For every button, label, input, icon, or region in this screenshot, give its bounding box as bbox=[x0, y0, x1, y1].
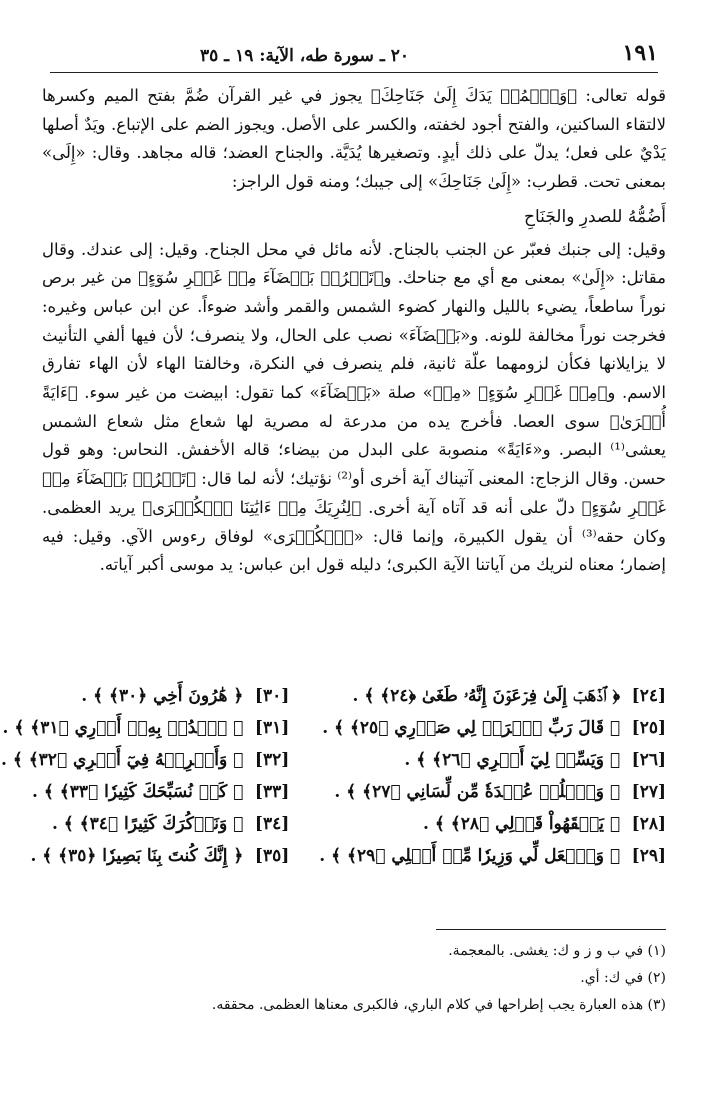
verse-text: ﴿ وَيَسِّرۡ لِيٓ أَمۡرِي ﴿٢٦﴾ ﴾ . bbox=[404, 750, 621, 770]
verse-text: ﴿ وَٱحۡلُلۡ عُقۡدَةٗ مِّن لِّسَانِي ﴿٢٧﴾ ﴾ . bbox=[334, 782, 621, 802]
footnote-2: (٢) في ك: أي. bbox=[580, 970, 666, 986]
verse-number: [٢٤] bbox=[631, 686, 666, 706]
page-number: ١٩١ bbox=[622, 40, 658, 66]
verse-28 bbox=[319, 810, 666, 838]
verse-text: ﴿ وَنَذۡكُرَكَ كَثِيرًا ﴿٣٤﴾ ﴾ . bbox=[51, 814, 244, 834]
footnote-divider bbox=[436, 929, 666, 930]
verse-number: [٣٥] bbox=[254, 846, 290, 866]
verse-26 bbox=[319, 746, 666, 774]
poetry-line: أَضُمُّهُ للصدرِ والجَنَاحِ bbox=[524, 206, 666, 227]
verse-text: ﴿ إِنَّكَ كُنتَ بِنَا بَصِيرٗا ﴿٣٥﴾ ﴾ . bbox=[30, 846, 244, 866]
verse-27 bbox=[319, 778, 666, 806]
verse-number: [٣١] bbox=[254, 718, 290, 738]
paragraph-1: قوله تعالى: ﴿وَٱضۡمُمۡ يَدَكَ إِلَىٰ جَنَاحِكَ﴾ يجوز في غير القرآن ضُمَّ بفتح الميم وكسرها لالتقاء الساكنين، والفتح أجود لخفته، والكسر على الأصل. ويجوز الضم على الإتباع. ويَدٌ أصلها يَدْيٌ على فعل؛ يدلّ على ذلك أيدٍ. وتصغيرها يُدَيَّة. والجناح العضد؛ قاله مجاهد. وقال: «إِلَى» بمعنى تحت. قطرب: «إِلَىٰ جَنَاحِكَ» إلى جيبك؛ ومنه قول الراجز: bbox=[42, 86, 666, 192]
verse-text: ﴿ يَفۡقَهُواْ قَوۡلِي ﴿٢٨﴾ ﴾ . bbox=[423, 814, 621, 834]
verse-text: ﴿ ٱشۡدُدۡ بِهِۦٓ أَزۡرِي ﴿٣١﴾ ﴾ . bbox=[2, 718, 244, 738]
running-title: ٢٠ ـ سورة طه، الآية: ١٩ ـ ٣٥ bbox=[200, 46, 410, 66]
verse-31 bbox=[1, 714, 289, 742]
footnotes bbox=[42, 938, 666, 1019]
verse-text: ﴿ كَيۡ نُسَبِّحَكَ كَثِيرٗا ﴿٣٣﴾ ﴾ . bbox=[32, 782, 244, 802]
verse-number: [٣٤] bbox=[254, 814, 290, 834]
verse-text: ﴿ قَالَ رَبِّ ٱشۡرَحۡ لِي صَدۡرِي ﴿٢٥﴾ ﴾ . bbox=[322, 718, 621, 738]
verse-text: ﴿ هَٰرُونَ أَخِي ﴿٣٠﴾ ﴾ . bbox=[81, 686, 244, 706]
verse-25 bbox=[319, 714, 666, 742]
verse-30 bbox=[1, 682, 289, 710]
verse-number: [٢٦] bbox=[631, 750, 666, 770]
verse-number: [٣٣] bbox=[254, 782, 290, 802]
verse-text: ﴿ وَأَشۡرِكۡهُ فِيٓ أَمۡرِي ﴿٣٢﴾ ﴾ . bbox=[0, 750, 244, 770]
quran-verses bbox=[0, 682, 666, 870]
verse-number: [٣٠] bbox=[254, 686, 290, 706]
verse-29 bbox=[319, 842, 666, 870]
verse-33 bbox=[1, 778, 289, 806]
verse-34 bbox=[1, 810, 289, 838]
verse-number: [٣٢] bbox=[254, 750, 290, 770]
verse-32 bbox=[1, 746, 289, 774]
page-header bbox=[50, 38, 658, 73]
footnote-3: (٣) هذه العبارة يجب إطراحها في كلام الباري، فالكبرى معناها العظمى. محققه. bbox=[211, 997, 666, 1013]
verse-number: [٢٩] bbox=[631, 846, 666, 866]
verse-number: [٢٧] bbox=[631, 782, 666, 802]
paragraph-2: وقيل: إلى جنبك فعبّر عن الجنب بالجناح. لأنه مائل في محل الجناح. وقيل: إلى عندك. وقال مقاتل: «إِلَىٰ» بمعنى مع أي مع جناحك. و﴿تَخۡرُجۡ بَيۡضَآءَ مِنۡ غَيۡرِ سُوٓءٍ﴾ من غير برص نوراً ساطعاً، يضيء بالليل والنهار كضوء الشمس والقمر وأشد ضوءاً. عن ابن عباس وغيره: فخرجت نوراً مخالفة للونه. و«بَيۡضَآءَ» نصب على الحال، ولا ينصرف؛ لأن فيها ألفي التأنيث لا يزايلانها فكأن لزومهما علّة ثانية، فلم ينصرف في النكرة، وخالفتا الهاء لأن الهاء تفارق الاسم. و﴿مِنۡ غَيۡرِ سُوٓءٍ﴾ «مِنۡ» صلة «بَيۡضَآءَ» كما تقول: ابيضت من غير سوء. ﴿ءَايَةً أُخۡرَىٰ﴾ سوى العصا. فأخرج يده من مدرعة له مصرية لها شعاع مثل شعاع الشمس يعشى⁽¹⁾ البصر. و«ءَايَةً» منصوبة على البدل من بيضاء؛ قاله الأخفش. النحاس: وهو قول حسن. وقال الزجاج: المعنى آتيناك آية أخرى أو⁽²⁾ نؤتيك؛ لأنه لما قال: ﴿تَخۡرُجۡ بَيۡضَآءَ مِنۡ غَيۡرِ سُوٓءٍ﴾ دلّ على أنه قد آتاه آية أخرى. ﴿لِنُرِيَكَ مِنۡ ءَايَٰتِنَا ٱلۡكُبۡرَى﴾ يريد العظمى. وكان حقه⁽³⁾ أن يقول الكبيرة، وإنما قال: «ٱلۡكُبۡرَى» لوفاق رءوس الآي. وقيل: فيه إضمار؛ معناه لنريك من آياتنا الآية الكبرى؛ دليله قول ابن عباس: يد موسى أكبر آياته. bbox=[42, 239, 666, 575]
verse-text: ﴿ ٱذۡهَبۡ إِلَىٰ فِرۡعَوۡنَ إِنَّهُۥ طَغَىٰ ﴿٢٤﴾ ﴾ . bbox=[352, 686, 621, 706]
main-text bbox=[42, 82, 666, 580]
verse-number: [٢٨] bbox=[631, 814, 666, 834]
verse-text: ﴿ وَٱجۡعَل لِّي وَزِيرٗا مِّنۡ أَهۡلِي ﴿٢٩﴾ ﴾ . bbox=[319, 846, 621, 866]
footnote-1: (١) في ب و ز و ك: يغشى. بالمعجمة. bbox=[448, 943, 666, 959]
verse-24 bbox=[319, 682, 666, 710]
verse-35 bbox=[1, 842, 289, 870]
verse-number: [٢٥] bbox=[631, 718, 666, 738]
